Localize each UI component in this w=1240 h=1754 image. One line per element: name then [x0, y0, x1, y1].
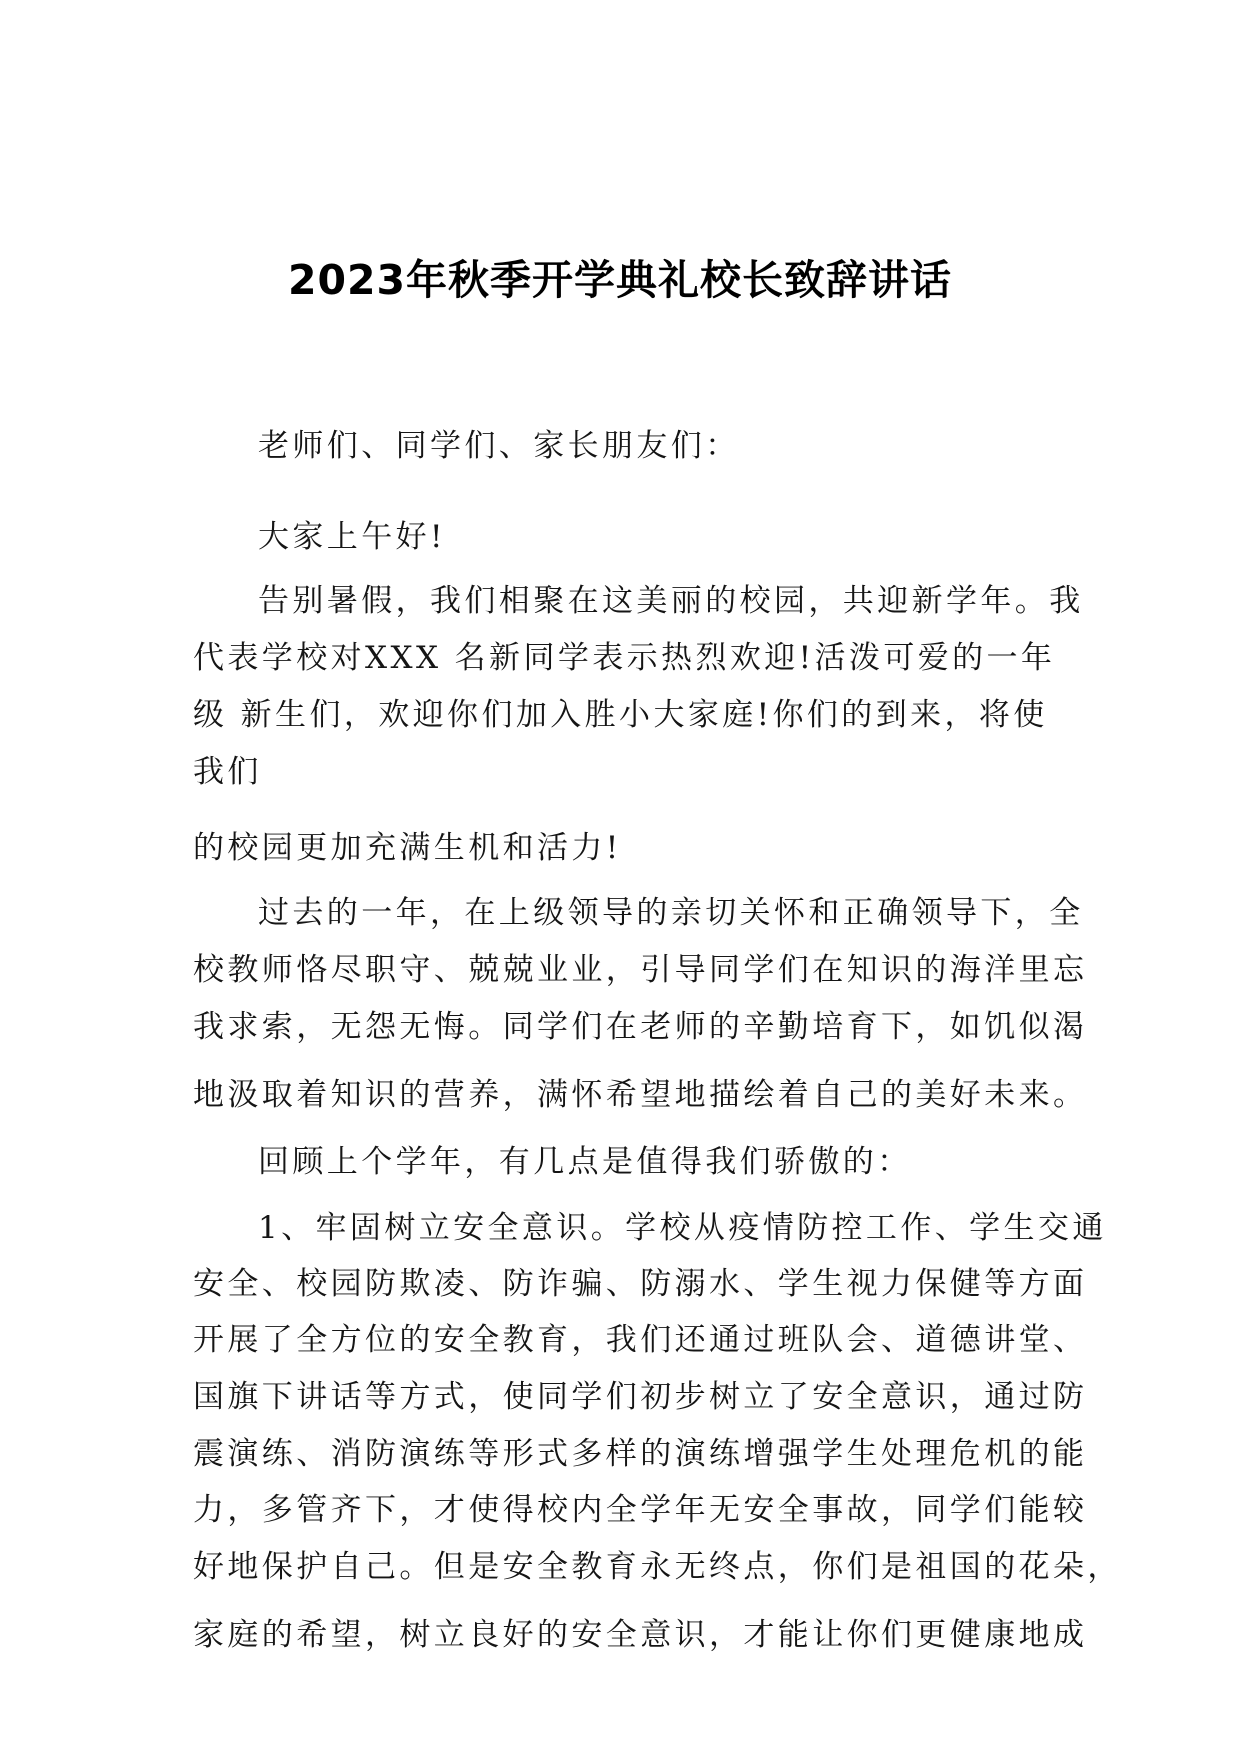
paragraph-line: 级 新生们，欢迎你们加入胜小大家庭!你们的到来，将使 — [193, 697, 1048, 733]
paragraph-line: 好地保护自己。但是安全教育永无终点，你们是祖国的花朵， — [193, 1549, 1122, 1585]
document-title: 2023年秋季开学典礼校长致辞讲话 — [287, 256, 953, 304]
paragraph-line: 我们 — [193, 754, 262, 790]
paragraph-line: 地汲取着知识的营养，满怀希望地描绘着自己的美好未来。 — [193, 1077, 1088, 1113]
paragraph-line: 告别暑假，我们相聚在这美丽的校园，共迎新学年。我 — [258, 583, 1084, 619]
paragraph-line: 的校园更加充满生机和活力! — [193, 830, 622, 866]
paragraph-line: 震演练、消防演练等形式多样的演练增强学生处理危机的能 — [193, 1436, 1088, 1472]
paragraph-line: 开展了全方位的安全教育，我们还通过班队会、道德讲堂、 — [193, 1322, 1088, 1358]
paragraph-line: 回顾上个学年，有几点是值得我们骄傲的： — [258, 1144, 912, 1180]
paragraph-line: 代表学校对XXX 名新同学表示热烈欢迎!活泼可爱的一年 — [193, 640, 1056, 676]
paragraph-line: 过去的一年，在上级领导的亲切关怀和正确领导下，全 — [258, 895, 1084, 931]
paragraph-line: 我求索，无怨无悔。同学们在老师的辛勤培育下，如饥似渴 — [193, 1009, 1088, 1045]
paragraph-line: 家庭的希望，树立良好的安全意识，才能让你们更健康地成 — [193, 1617, 1088, 1653]
paragraph-line: 国旗下讲话等方式，使同学们初步树立了安全意识，通过防 — [193, 1379, 1088, 1415]
greeting-line: 大家上午好! — [258, 519, 446, 555]
paragraph-line: 安全、校园防欺凌、防诈骗、防溺水、学生视力保健等方面 — [193, 1266, 1088, 1302]
paragraph-line: 校教师恪尽职守、兢兢业业，引导同学们在知识的海洋里忘 — [193, 952, 1088, 988]
paragraph-line: 力，多管齐下，才使得校内全学年无安全事故，同学们能较 — [193, 1492, 1088, 1528]
salutation-line: 老师们、同学们、家长朋友们： — [258, 428, 740, 464]
paragraph-line: 1、牢固树立安全意识。学校从疫情防控工作、学生交通 — [258, 1210, 1107, 1246]
